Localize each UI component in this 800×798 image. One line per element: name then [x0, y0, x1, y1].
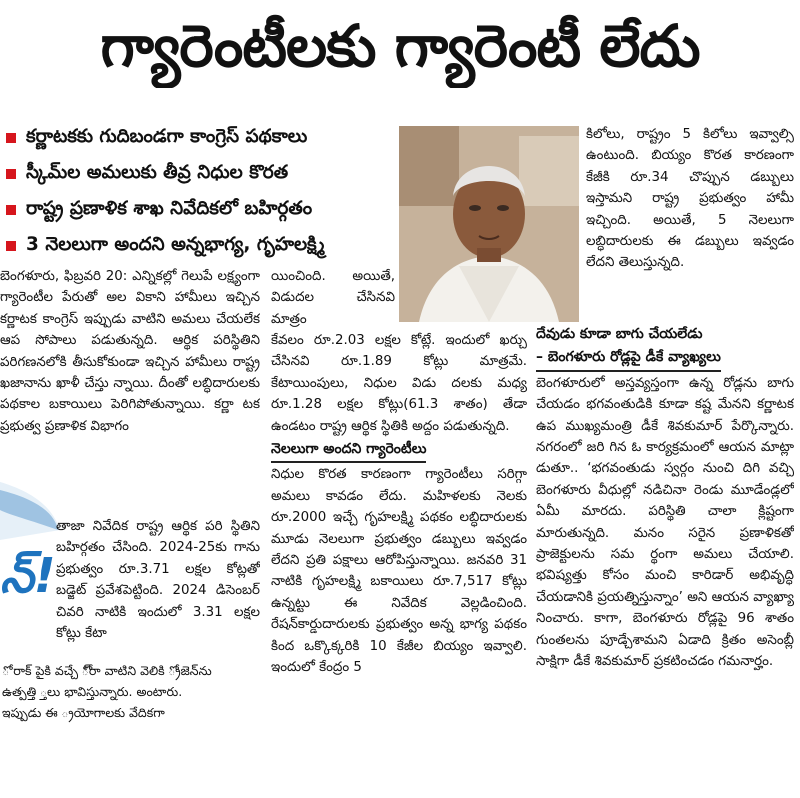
bullet-square-icon [6, 205, 16, 215]
bullet-item [6, 192, 398, 228]
paragraph: బెంగళూరు, ఫిబ్రవరి 20: ఎన్నికల్లో గెలుపే లక్ష్యంగా గ్యారెంటీల పేరుతో అల వికాని హామీలు ఇచ్చిన కర్ణాటక కాంగ్రెస్ ఇప్పుడు వాటిని అమలు చేయలేక ఆప సోపాలు పడుతున్నది. ఆర్థిక పరిస్థితిని పరిగణనలోకి తీసుకోకుండా ఇచ్చిన హామీలు రాష్ట్ర ఖజానాను ఖాళీ చేస్తు న్నాయి. దీంతో లబ్ధిదారులకు పథకాల బకాయిలు పెరిగిపోతున్నాయి. కర్ణా టక ప్రభుత్వ ప్రణాళిక విభాగం [0, 269, 260, 434]
bullet-text: స్కీమ్‌ల అమలుకు తీవ్ర నిధుల కొరత [26, 161, 289, 183]
article-column-4 [536, 324, 794, 794]
bullet-square-icon [6, 169, 16, 179]
article-column-2-top [271, 266, 395, 328]
subheading: దేవుడు కూడా బాగు చేయలేడు [536, 326, 703, 342]
paragraph: కేవలం రూ.2.03 లక్షల కోట్లే. ఇందులో ఖర్చు చేసినవి రూ.1.89 కోట్లు మాత్రమే. కేటాయింపులు, నిధుల విడు దలకు మధ్య రూ.1.28 లక్షల కోట్లు(61.3 శాతం) తేడా ఉండటం రాష్ట్ర ఆర్థిక స్థితికి అద్దం పడుతున్నది. [271, 333, 527, 434]
bullet-square-icon [6, 241, 16, 251]
bullet-square-icon [6, 133, 16, 143]
portrait-photo [399, 126, 579, 322]
subheading: నెలలుగా అందని గ్యారెంటీలు [271, 439, 426, 463]
ad-big-letter: న్! [0, 548, 56, 604]
bullet-text: కర్ణాటకకు గుదిబండగా కాంగ్రెస్ పథకాలు [26, 125, 308, 147]
bullet-list [6, 120, 398, 264]
paragraph: బెంగళూరులో అస్తవ్యస్తంగా ఉన్న రోడ్లను బాగు చేయడం భగవంతుడికి కూడా కష్ట మేనని కర్ణాటక ఉప ముఖ్యమంత్రి డీకే శివకుమార్ పేర్కొన్నారు. నగరంలో జరి గిన ఓ కార్యక్రమంలో ఆయన మాట్లా డుతూ.. ‘భగవంతుడు స్వర్గం నుంచి దిగి వచ్చి బెంగళూరు వీధుల్లో నడిచినా రెండు మూడేండ్లలో ఏమీ మారదు. పరిస్థితి చాలా క్లిష్టంగా మారుతున్నది. మనం సరైన ప్రణాళికతో ప్రాజెక్టులను సమ ర్థంగా అమలు చేయాలి. భవిష్యత్తు కోసం మంచి కారిడార్ అభివృద్ధి చేయడానికి ప్రయత్నిస్తున్నాం’ అని ఆయన వ్యాఖ్యా నించారు. కాగా, బెంగళూరు రోడ్లపై 96 శాతం గుంతలను పూడ్చేశామని ఏడాది క్రితం అసెంబ్లీ సాక్షిగా డీకే శివకుమార్ ప్రకటించడం గమనార్హం. [536, 375, 794, 670]
bullet-text: రాష్ట్ర ప్రణాళిక శాఖ నివేదికలో బహిర్గతం [26, 197, 313, 219]
paragraph: కిలోలు, రాష్ట్రం 5 కిలోలు ఇవ్వాల్సి ఉంటుంది. బియ్యం కొరత కారణంగా కేజీకి రూ.34 చొప్పున డబ్బులు ఇస్తామని రాష్ట్ర ప్రభుత్వం హామీ ఇచ్చింది. అయితే, 5 నెలలుగా లబ్ధిదారులకు ఈ డబ్బులు ఇవ్వడం లేదని తెలుస్తున్నది. [586, 127, 794, 271]
paragraph: నిధుల కొరత కారణంగా గ్యారెంటీలు సరిగ్గా అమలు కావడం లేదు. మహిళలకు నెలకు రూ.2000 ఇచ్చే గృహలక్ష్మి పథకం లబ్ధిదారులకు మూడు నెలలుగా ప్రభుత్వం డబ్బులు ఇవ్వడం లేదని ప్రతి పక్షాలు ఆరోపిస్తున్నాయి. జనవరి 31 నాటికి గృహలక్ష్మి బకాయిలు రూ.7,517 కోట్లు ఉన్నట్టు ఈ నివేదిక వెల్లడించింది. రేషన్‌కార్డుదారులకు ప్రభుత్వం అన్న భాగ్య పథకం కింద ఒక్కొక్కరికి 10 కేజీల బియ్యం ఇవ్వాలి. ఇందులో కేంద్రం 5 [271, 467, 527, 676]
paragraph: తాజా నివేదిక రాష్ట్ర ఆర్థిక పరి స్థితిని బహిర్గతం చేసింది. 2024-25కు గాను ప్రభుత్వం రూ.3.71 లక్షల కోట్లతో బడ్జెట్ ప్రవేశపెట్టింది. 2024 డిసెంబర్ చివరి నాటికి ఇందులో 3.31 లక్షల కోట్లు కేటా [56, 519, 260, 642]
bullet-item [6, 156, 398, 192]
article-column-1-narrow [56, 516, 260, 798]
bullet-text: 3 నెలలుగా అందని అన్నభాగ్య, గృహలక్ష్మి [26, 233, 325, 255]
article-column-2 [271, 330, 527, 798]
bullet-item [6, 228, 398, 264]
portrait-illustration [399, 126, 579, 322]
headline: గ్యారెంటీలకు గ్యారెంటీ లేదు [100, 12, 700, 80]
paragraph: యించింది. అయితే, విడుదల చేసినవి మాత్రం [271, 269, 395, 327]
subheading-secondary: – బెంగళూరు రోడ్లపై డీకే వ్యాఖ్యలు [536, 347, 721, 371]
bullet-item [6, 120, 398, 156]
article-column-3 [586, 124, 794, 332]
ad-caption-text: ో రాక్ పైకి వచ్చే ో్రా వాటిని వెలికి ్రోజెన్‌ను ఉత్పత్తి ్తలు భావిస్తున్నారు. అంటారు. ఇప్పుడు ఈ ్రయోగాలకు వేదికగా [2, 663, 212, 720]
